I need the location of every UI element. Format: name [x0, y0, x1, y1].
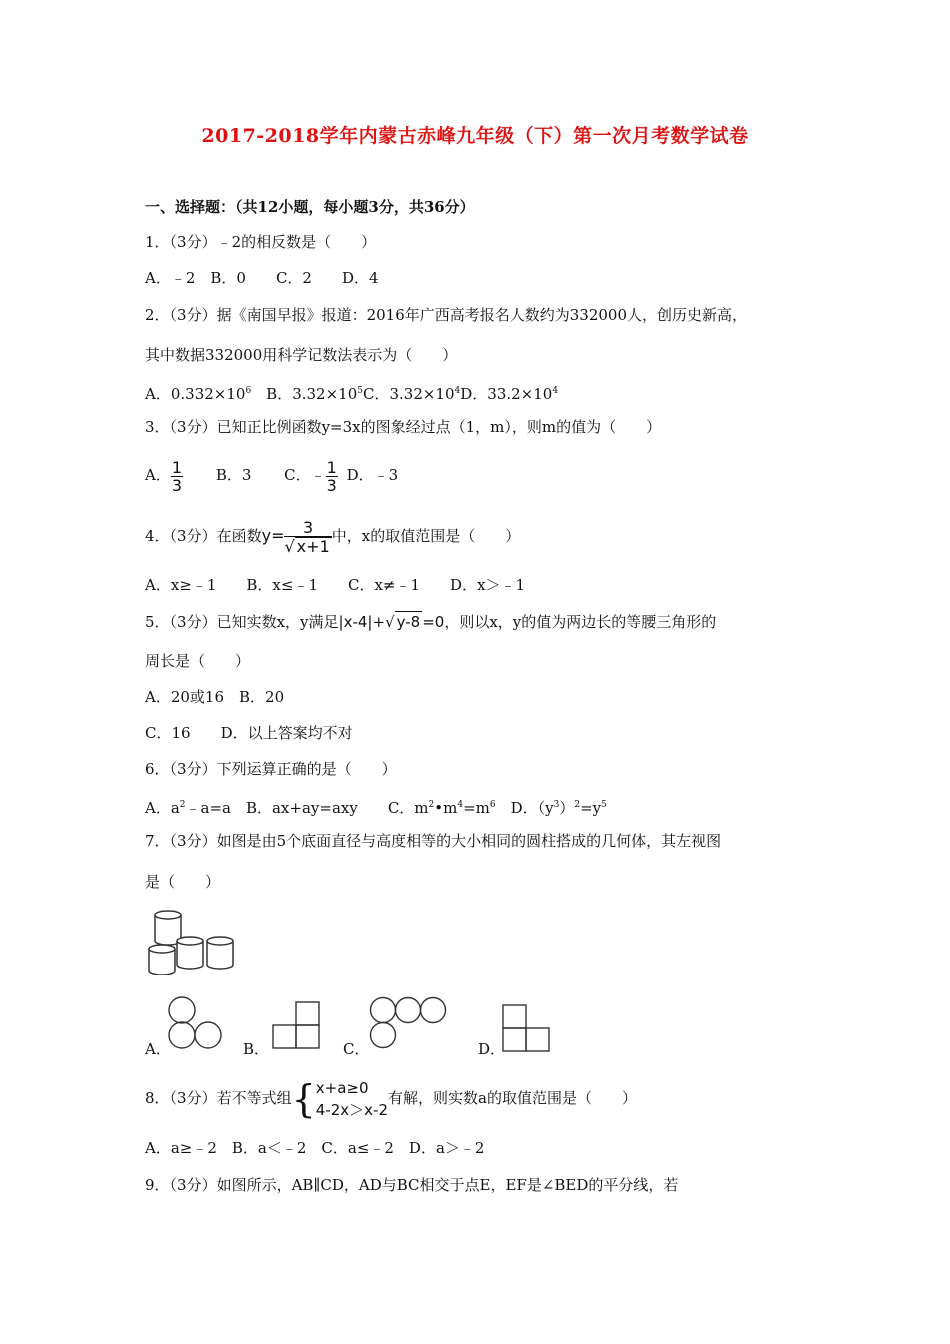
option-a-label: A． — [145, 1040, 171, 1058]
question-7-line1: 7．（3分）如图是由5个底面直径与高度相等的大小相同的圆柱搭成的几何体，其左视图 — [145, 832, 722, 850]
option-d-figure — [500, 1003, 552, 1053]
option-c-figure — [368, 995, 452, 1053]
option-b-label: B． — [243, 1040, 270, 1058]
question-5-line2: 周长是（ ） — [145, 652, 251, 670]
question-9: 9．（3分）如图所示，AB∥CD，AD与BC相交于点E，EF是∠BED的平分线，若 — [145, 1176, 679, 1194]
fraction-one-third: $\frac{1}{3}$ — [171, 457, 183, 495]
fraction-3-over-sqrt: $\frac{3}{√ x+1}$ — [284, 518, 330, 556]
question-4-options: A．x≥﹣1 B．x≤﹣1 C．x≠﹣1 D．x＞﹣1 — [145, 576, 526, 594]
option-d-label: D． — [478, 1040, 506, 1058]
question-5-options-1: A．20或16 B．20 — [145, 688, 285, 706]
question-3: 3．（3分）已知正比例函数y=3x的图象经过点（1，m），则m的值为（ ） — [145, 418, 662, 436]
page-title: 2017-2018学年内蒙古赤峰九年级（下）第一次月考数学试卷 — [201, 125, 749, 147]
question-3-options: A． $\frac{1}{3}$ B．3 C．﹣ $\frac{1}{3}$ D．﹣3 — [145, 457, 399, 495]
cylinders-figure — [145, 905, 240, 975]
question-5-line1: 5．（3分）已知实数x，y满足|x-4|+√ y-8 =0，则以x，y的值为两边长的等腰三角形的 — [145, 613, 717, 631]
fraction-one-third: $\frac{1}{3}$ — [326, 457, 337, 495]
question-8: 8．（3分）若不等式组{ x+a≥0 4-2x＞x-2 有解，则实数a的取值范围是（ ） — [145, 1077, 637, 1121]
question-5-options-2: C．16 D．以上答案均不对 — [145, 724, 353, 742]
question-8-options: A．a≥﹣2 B．a＜﹣2 C．a≤﹣2 D．a＞﹣2 — [145, 1139, 485, 1157]
question-4: 4．（3分）在函数y= $\frac{3}{√ x+1}$ 中，x的取值范围是（ ） — [145, 518, 521, 556]
question-1: 1．（3分）﹣2的相反数是（ ） — [145, 233, 377, 251]
question-6-options: A．$a^2﹣a=a$ B．ax+ay=axy C．$m^2•m^4=m^6$ D．$(y^3)^2=y^5$ — [145, 799, 607, 817]
question-1-options: A．﹣2 B．0 C．2 D．4 — [145, 269, 379, 287]
question-6: 6．（3分）下列运算正确的是（ ） — [145, 760, 397, 778]
option-c-label: C． — [343, 1040, 370, 1058]
section-heading: 一、选择题：（共12小题，每小题3分，共36分） — [145, 198, 475, 216]
question-2-line2: 其中数据332000用科学记数法表示为（ ） — [145, 346, 458, 364]
option-b-figure — [270, 1000, 322, 1052]
option-a-figure — [165, 995, 227, 1053]
question-2-options: A．$0.332\times 10^6$ B．$3.32\times 10^5C$．$3.32\times 10^4D$．$33.2\times 10^4$ — [145, 385, 559, 403]
question-7-line2: 是（ ） — [145, 873, 221, 891]
question-2-line1: 2．（3分）据《南国早报》报道：2016年广西高考报名人数约为332000人，创历史新高， — [145, 306, 748, 324]
